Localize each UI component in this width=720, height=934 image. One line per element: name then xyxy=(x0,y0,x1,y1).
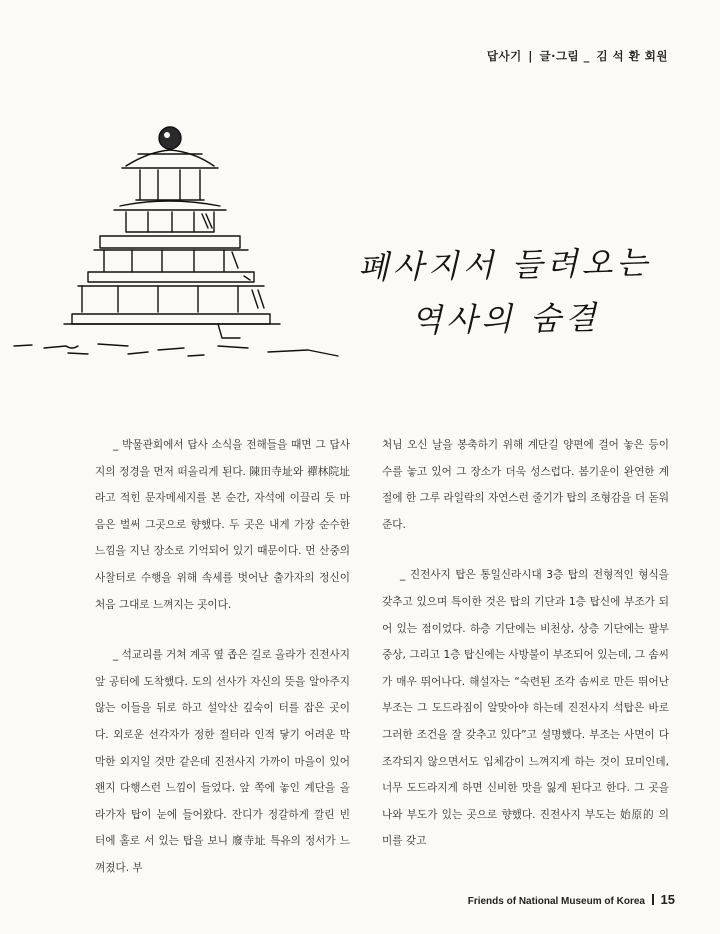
body-column-left xyxy=(95,432,350,906)
title-line-2: 역사의 숨결 xyxy=(410,298,601,340)
credit-label: 글·그림 _ xyxy=(539,49,590,63)
author-name: 김 석 환 회원 xyxy=(596,49,668,63)
article-title xyxy=(349,235,661,348)
magazine-name: Friends of National Museum of Korea xyxy=(467,896,645,907)
paragraph: _ 석교리를 거쳐 계곡 옆 좁은 길로 올라가 진전사지 앞 공터에 도착했다. 도의 선사가 자신의 뜻을 알아주지 않는 이들을 뒤로 하고 설악산 깊숙이 터를 잡은 곳이다. 외로운 선각자가 정한 절터라 인적 닿기 어려운 막막한 외지일 것만 같은데 진전사지 가까이 마을이 있어 왠지 다행스런 느낌이 들었다. 앞 쪽에 놓인 계단을 올라가자 탑이 눈에 들어왔다. 잔디가 정갈하게 깔린 빈 터에 홀로 서 있는 탑을 보니 廢寺址 특유의 정서가 느껴졌다. 부 xyxy=(95,649,350,874)
footer-divider xyxy=(652,894,654,905)
body-column-right xyxy=(382,432,669,879)
title-line-1: 폐사지서 들려오는 xyxy=(357,243,652,287)
paragraph: 처님 오신 날을 봉축하기 위해 계단길 양편에 걸어 놓은 등이 수를 놓고 있어 그 장소가 더욱 성스럽다. 봄기운이 완연한 계절에 한 그루 라일락의 자연스런 줄기가 탑의 조형감을 더 돋워준다. xyxy=(382,439,669,531)
paragraph: _ 진전사지 탑은 통일신라시대 3층 탑의 전형적인 형식을 갖추고 있으며 특이한 것은 탑의 기단과 1층 탑신에 부조가 되어 있는 점이었다. 하층 기단에는 비천상, 상층 기단에는 팔부중상, 그리고 1층 탑신에는 사방불이 부조되어 있는데, 그 솜씨가 매우 뛰어나다. 해설자는 “숙련된 조각 솜씨로 만든 뛰어난 부조는 그 도드라짐이 알맞아야 하는데 진전사지 석탑은 바로 그러한 조건을 잘 갖추고 있다”고 설명했다. 부조는 사면이 다 조각되지 않으면서도 입체감이 느껴지게 하는 것이 묘미인데, 너무 도드라지게 하면 신비한 맛을 잃게 된다고 한다. 그 곳을 나와 부도가 있는 곳으로 향했다. 진전사지 부도는 始原的 의미를 갖고 xyxy=(382,569,669,848)
pagoda-sketch-illustration xyxy=(8,110,348,370)
page-number: 15 xyxy=(660,892,675,907)
page-footer xyxy=(468,892,675,907)
series-label: 답사기 xyxy=(486,49,522,63)
paragraph: _ 박물관회에서 답사 소식을 전해들을 때면 그 답사지의 정경을 먼저 떠올리게 된다. 陳田寺址와 禪林院址라고 적힌 문자메세지를 본 순간, 자석에 이끌리 듯 마음은 벌써 그곳으로 향했다. 두 곳은 내게 가장 순수한 느낌을 지닌 장소로 기억되어 있기 때문이다. 먼 산중의 사찰터로 수행을 위해 속세를 벗어난 출가자의 정신이 처음 그대로 느껴지는 곳이다. xyxy=(95,439,350,611)
article-header: 답사기 | 글·그림 _ 김 석 환 회원 xyxy=(486,49,668,63)
